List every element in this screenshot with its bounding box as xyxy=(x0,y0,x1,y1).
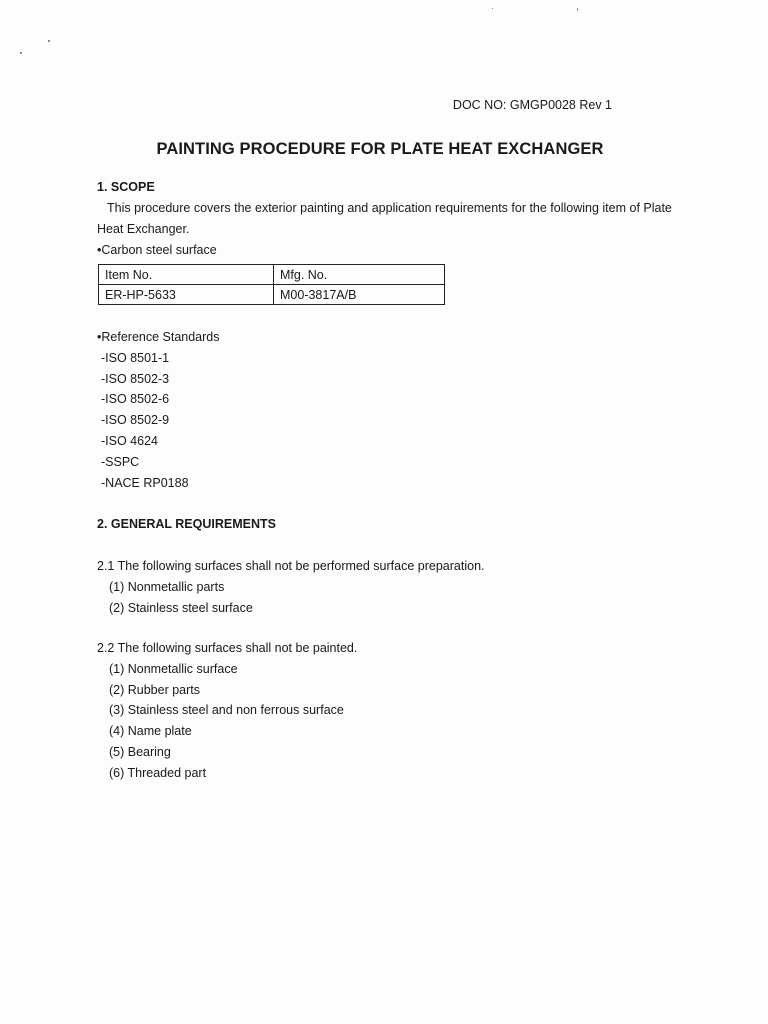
section-2-2 xyxy=(97,638,357,784)
item-table xyxy=(98,264,445,305)
table-header-cell: Item No. xyxy=(99,265,274,285)
section-title: 2.2 The following surfaces shall not be painted. xyxy=(97,641,358,655)
section-list xyxy=(97,659,357,784)
list-item: (1) Nonmetallic parts xyxy=(109,579,225,594)
table-row xyxy=(99,285,445,305)
table-cell: ER-HP-5633 xyxy=(99,285,274,305)
list-item: (1) Nonmetallic surface xyxy=(109,661,238,676)
reference-label: •Reference Standards xyxy=(97,330,220,344)
section-list xyxy=(97,577,485,619)
list-item: -ISO 4624 xyxy=(101,433,158,448)
list-item: -NACE RP0188 xyxy=(101,475,189,490)
list-item: (2) Stainless steel surface xyxy=(109,600,253,615)
carbon-steel-label: •Carbon steel surface xyxy=(97,243,217,257)
list-item: (4) Name plate xyxy=(109,724,192,739)
scope-paragraph: This procedure covers the exterior painting and application requirements for the following item of Plate Heat Exchanger. xyxy=(97,201,672,236)
reference-list xyxy=(97,348,220,494)
section-2-1 xyxy=(97,556,485,618)
list-item: (5) Bearing xyxy=(109,744,171,759)
table-header-row xyxy=(99,265,445,285)
list-item: -ISO 8501-1 xyxy=(101,350,170,365)
list-item: -ISO 8502-6 xyxy=(101,392,170,407)
list-item: (6) Threaded part xyxy=(109,765,207,780)
list-item: (2) Rubber parts xyxy=(109,682,201,697)
section-title: 2.1 The following surfaces shall not be performed surface preparation. xyxy=(97,559,485,573)
doc-number: DOC NO: GMGP0028 Rev 1 xyxy=(452,98,612,112)
table-header-cell: Mfg. No. xyxy=(274,265,445,285)
reference-standards xyxy=(97,327,220,493)
list-item: -SSPC xyxy=(101,454,140,469)
table-cell: M00-3817A/B xyxy=(274,285,445,305)
scan-speck xyxy=(492,8,493,9)
scan-speck xyxy=(577,8,578,11)
list-item: -ISO 8502-9 xyxy=(101,413,170,428)
general-heading: 2. GENERAL REQUIREMENTS xyxy=(97,517,276,531)
list-item: -ISO 8502-3 xyxy=(101,371,170,386)
scan-speck xyxy=(48,40,50,42)
list-item: (3) Stainless steel and non ferrous surface xyxy=(109,703,344,718)
scan-speck xyxy=(20,52,22,54)
scope-heading: 1. SCOPE xyxy=(97,180,155,194)
page-title: PAINTING PROCEDURE FOR PLATE HEAT EXCHANGER xyxy=(156,140,604,158)
